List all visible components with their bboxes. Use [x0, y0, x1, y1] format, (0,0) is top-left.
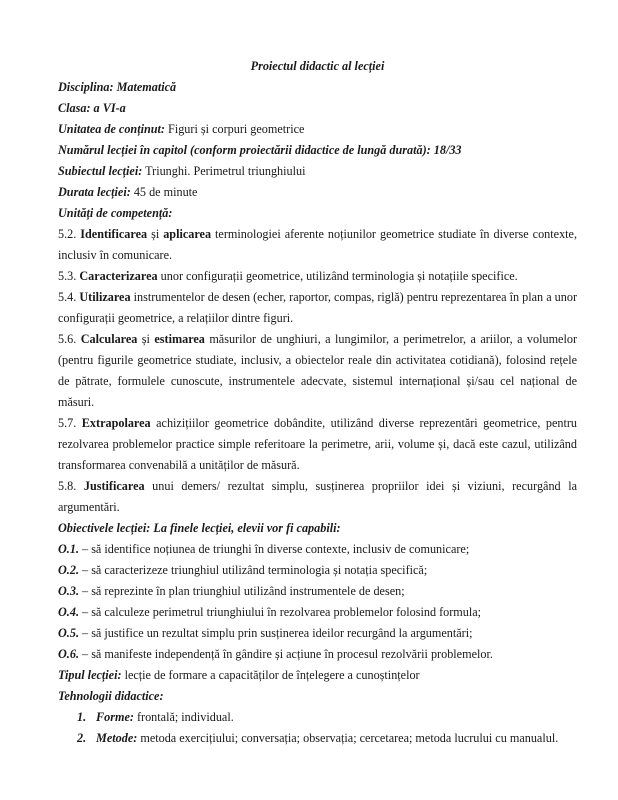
competency-item	[58, 329, 577, 413]
header-field	[58, 77, 577, 98]
objective-code: O.3.	[58, 584, 79, 598]
competency-keyword: aplicarea	[163, 227, 212, 241]
objective-text: – să justifice un rezultat simplu prin susținerea ideilor recurgând la argumentări;	[79, 626, 473, 640]
competency-item	[58, 476, 577, 518]
technology-item	[77, 728, 577, 749]
competency-text: unui demers/ rezultat simplu, susținerea propriilor idei și viziuni, recurgând la argumentări.	[58, 479, 578, 514]
competency-keyword: Utilizarea	[79, 290, 131, 304]
header-fields	[58, 77, 577, 203]
header-field	[58, 119, 577, 140]
technology-number: 2.	[77, 731, 87, 745]
competency-text: și	[137, 332, 155, 346]
lesson-type	[58, 665, 577, 686]
technology-value: metoda exercițiului; conversația; observația; cercetarea; metoda lucrului cu manualul.	[137, 731, 559, 745]
competency-number: 5.2.	[58, 227, 81, 241]
header-field	[58, 140, 577, 161]
header-field-value: 45 de minute	[130, 185, 198, 199]
competency-item	[58, 287, 577, 329]
technologies-list	[77, 707, 577, 749]
competency-keyword: Caracterizarea	[79, 269, 158, 283]
technology-value: frontală; individual.	[133, 710, 234, 724]
header-field-label: Subiectul lecției:	[58, 164, 143, 178]
header-field-label: Unitatea de conținut:	[58, 122, 165, 136]
objective-code: O.5.	[58, 626, 79, 640]
objective-code: O.2.	[58, 563, 79, 577]
competency-item	[58, 413, 577, 476]
competency-item	[58, 266, 577, 287]
objectives-heading: Obiectivele lecției: La finele lecției, elevii vor fi capabili:	[58, 521, 341, 535]
competency-keyword: Identificarea	[80, 227, 148, 241]
objective-code: O.6.	[58, 647, 79, 661]
competency-keyword: estimarea	[154, 332, 205, 346]
lesson-type-value: lecție de formare a capacităților de înțelegere a cunoștințelor	[121, 668, 420, 682]
objectives-list	[58, 539, 577, 665]
objective-item	[58, 644, 577, 665]
competency-text: instrumentelor de desen (echer, raportor, compas, riglă) pentru reprezentarea în plan a unor configurații geometrice, a relațiilor dintre figuri.	[58, 290, 577, 325]
document-title: Proiectul didactic al lecției	[250, 59, 385, 73]
header-field	[58, 182, 577, 203]
competency-text: terminologiei aferente noțiunilor geometrice studiate în diverse contexte, inclusiv în comunicare.	[58, 227, 578, 262]
objective-text: – să manifeste independență în gândire și acțiune în procesul rezolvării problemelor.	[79, 647, 493, 661]
competency-text: măsurilor de unghiuri, a lungimilor, a perimetrelor, a ariilor, a volumelor (pentru figurile geometrice studiate, inclusiv, a obiectelor reale din activitatea cotidiană), folosind rețele de pătrate, formulele cunoscute, instrumentele adecvate, sistemul internațional și/sau cel național de măsuri.	[58, 332, 578, 409]
competency-text: unor configurații geometrice, utilizând terminologia și notațiile specifice.	[157, 269, 518, 283]
competency-text: achizițiilor geometrice dobândite, utilizând diverse reprezentări geometrice, pentru rezolvarea problemelor practice simple referitoare la perimetre, arii, volume și, dacă este cazul, utilizând transformarea convenabilă a unităților de măsură.	[58, 416, 577, 472]
technology-item	[77, 707, 577, 728]
header-field	[58, 98, 577, 119]
objective-item	[58, 602, 577, 623]
technology-number: 1.	[77, 710, 87, 724]
competency-number: 5.7.	[58, 416, 82, 430]
objective-item	[58, 560, 577, 581]
objective-item	[58, 539, 577, 560]
technology-label: Metode:	[96, 731, 138, 745]
competency-keyword: Extrapolarea	[81, 416, 151, 430]
header-field	[58, 161, 577, 182]
technology-label: Forme:	[96, 710, 134, 724]
header-field-value: Triunghi. Perimetrul triunghiului	[142, 164, 306, 178]
lesson-type-label: Tipul lecției:	[58, 668, 122, 682]
header-field-label: Numărul lecției în capitol (conform proiectării didactice de lungă durată): 18/33	[58, 143, 462, 157]
competency-text: și	[147, 227, 164, 241]
competency-number: 5.3.	[58, 269, 80, 283]
competency-number: 5.8.	[58, 479, 84, 493]
competencies-heading: Unități de competență:	[58, 206, 173, 220]
competency-number: 5.4.	[58, 290, 80, 304]
header-field-label: Clasa: a VI-a	[58, 101, 126, 115]
competency-keyword: Calcularea	[80, 332, 138, 346]
competencies-list	[58, 224, 577, 518]
objective-item	[58, 581, 577, 602]
objective-text: – să reprezinte în plan triunghiul utilizând instrumentele de desen;	[79, 584, 405, 598]
competency-number: 5.6.	[58, 332, 81, 346]
header-field-label: Durata lecției:	[58, 185, 131, 199]
competency-keyword: Justificarea	[83, 479, 145, 493]
objective-item	[58, 623, 577, 644]
technologies-heading: Tehnologii didactice:	[58, 689, 164, 703]
objective-text: – să caracterizeze triunghiul utilizând terminologia și notația specifică;	[79, 563, 428, 577]
objective-text: – să identifice noțiunea de triunghi în diverse contexte, inclusiv de comunicare;	[79, 542, 470, 556]
header-field-label: Disciplina: Matematică	[58, 80, 177, 94]
competency-item	[58, 224, 577, 266]
document-page	[58, 56, 577, 749]
header-field-value: Figuri și corpuri geometrice	[165, 122, 305, 136]
objective-code: O.4.	[58, 605, 79, 619]
objective-text: – să calculeze perimetrul triunghiului în rezolvarea problemelor folosind formula;	[79, 605, 482, 619]
objective-code: O.1.	[58, 542, 79, 556]
